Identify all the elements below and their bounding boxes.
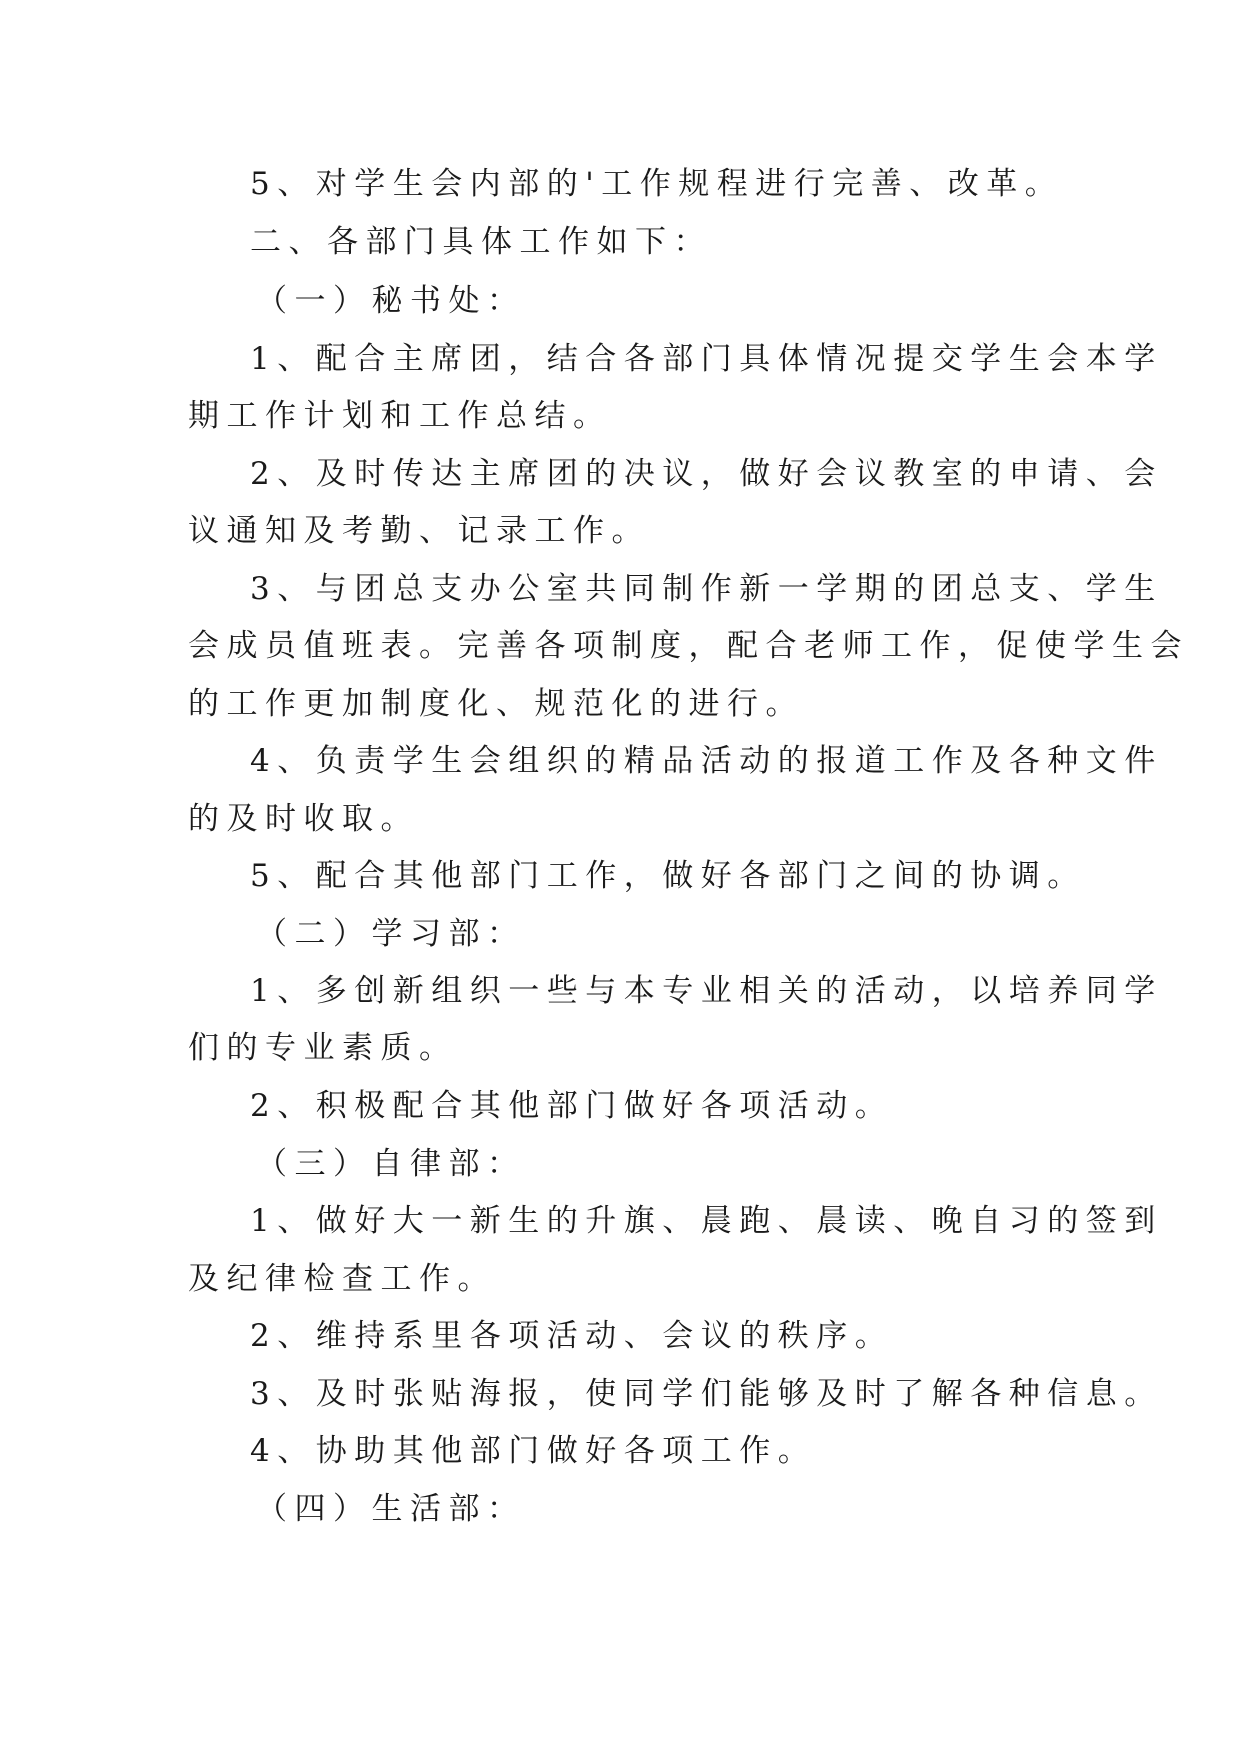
section-heading: 二、各部门具体工作如下： [250, 224, 712, 260]
paragraph-line: 议通知及考勤、记录工作。 [188, 513, 650, 549]
paragraph-line: 的工作更加制度化、规范化的进行。 [188, 686, 804, 722]
subsection-heading: （四）生活部： [256, 1491, 526, 1527]
paragraph-line: 2、维持系里各项活动、会议的秩序。 [250, 1318, 894, 1354]
paragraph-line: 期工作计划和工作总结。 [188, 398, 612, 434]
paragraph-line: 的及时收取。 [188, 801, 419, 837]
paragraph-line: 1、多创新组织一些与本专业相关的活动，以培养同学 [250, 973, 1163, 1009]
subsection-heading: （二）学习部： [256, 916, 526, 952]
paragraph-line: 2、及时传达主席团的决议，做好会议教室的申请、会 [250, 456, 1163, 492]
paragraph-line: 及纪律检查工作。 [188, 1261, 496, 1297]
paragraph-line: 5、配合其他部门工作，做好各部门之间的协调。 [250, 858, 1086, 894]
paragraph-line: 3、及时张贴海报，使同学们能够及时了解各种信息。 [250, 1376, 1163, 1412]
paragraph-line: 会成员值班表。完善各项制度，配合老师工作，促使学生会 [188, 628, 1189, 664]
paragraph-line: 1、做好大一新生的升旗、晨跑、晨读、晚自习的签到 [250, 1203, 1163, 1239]
paragraph-line: 5、对学生会内部的'工作规程进行完善、改革。 [250, 166, 1064, 202]
subsection-heading: （一）秘书处： [256, 283, 526, 319]
paragraph-line: 4、协助其他部门做好各项工作。 [250, 1433, 817, 1469]
paragraph-line: 们的专业素质。 [188, 1030, 458, 1066]
paragraph-line: 3、与团总支办公室共同制作新一学期的团总支、学生 [250, 571, 1163, 607]
paragraph-line: 2、积极配合其他部门做好各项活动。 [250, 1088, 894, 1124]
paragraph-line: 4、负责学生会组织的精品活动的报道工作及各种文件 [250, 743, 1163, 779]
subsection-heading: （三）自律部： [256, 1146, 526, 1182]
paragraph-line: 1、配合主席团，结合各部门具体情况提交学生会本学 [250, 341, 1163, 377]
